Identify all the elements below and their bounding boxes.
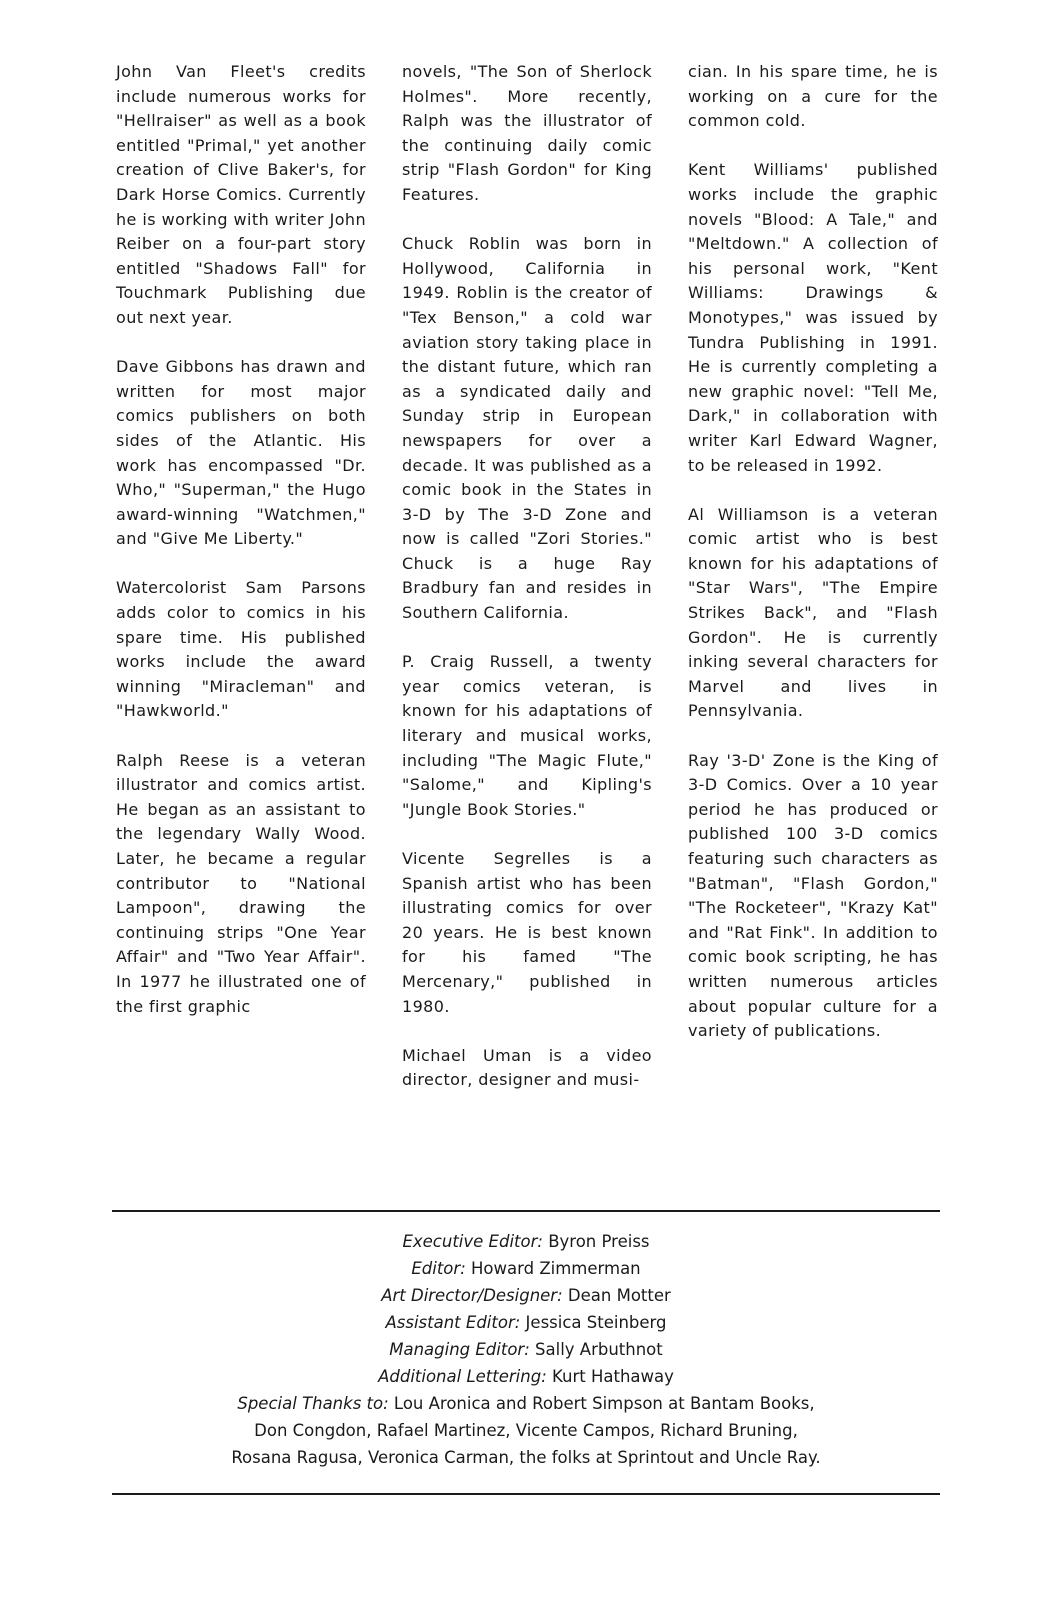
credit-role: Executive Editor: (402, 1232, 543, 1251)
bio-kent-williams: Kent Williams' published works include the graphic novels "Blood: A Tale," and "Meltdown." A collection of his personal work, "Kent Williams: Drawings & Monotypes," was issued by Tundra Publishing in 1991. He is currently completing a new graphic novel: "Tell Me, Dark," in collaboration with writer Karl Edward Wagner, to be released in 1992. (688, 160, 938, 475)
credit-name: Sally Arbuthnot (535, 1340, 663, 1359)
credit-role: Managing Editor: (389, 1340, 530, 1359)
bio-p-craig-russell: P. Craig Russell, a twenty year comics veteran, is known for his adaptations of literary and musical works, including "The Magic Flute," "Salome," and Kipling's "Jungle Book Stories." (402, 652, 652, 819)
credit-role: Art Director/Designer: (381, 1286, 563, 1305)
credit-line (112, 1363, 940, 1390)
bio-ralph-reese: Ralph Reese is a veteran illustrator and comics artist. He began as an assistant to the legendary Wally Wood. Later, he became a regular contributor to "National Lampoon", drawing the continuing strips "One Year Affair" and "Two Year Affair". In 1977 he illustrated one of the first graphic (116, 750, 366, 1016)
bio-sam-parsons: Watercolorist Sam Parsons adds color to comics in his spare time. His published works include the award winning "Miracleman" and "Hawkworld." (116, 578, 366, 721)
bio-column-3 (688, 60, 938, 1068)
credit-name: Lou Aronica and Robert Simpson at Bantam Books, (393, 1394, 815, 1413)
credit-line (112, 1282, 940, 1309)
bio-ralph-reese-cont: novels, "The Son of Sherlock Holmes". More recently, Ralph was the illustrator of the continuing daily comic strip "Flash Gordon" for King Features. (402, 62, 652, 204)
credit-role: Additional Lettering: (378, 1367, 547, 1386)
credit-name: Jessica Steinberg (525, 1313, 667, 1332)
credit-role: Special Thanks to: (237, 1394, 389, 1413)
credit-line (112, 1228, 940, 1255)
credit-role: Assistant Editor: (385, 1313, 521, 1332)
bio-vicente-segrelles: Vicente Segrelles is a Spanish artist who has been illustrating comics for over 20 years. He is best known for his famed "The Mercenary," published in 1980. (402, 849, 652, 1016)
credit-line (112, 1255, 940, 1282)
thanks-line: Don Congdon, Rafael Martinez, Vicente Campos, Richard Bruning, (254, 1421, 798, 1440)
bio-chuck-roblin: Chuck Roblin was born in Hollywood, California in 1949. Roblin is the creator of "Tex Benson," a cold war aviation story taking place in the distant future, which ran as a syndicated daily and Sunday strip in European newspapers for over a decade. It was published as a comic book in the States in 3-D by The 3-D Zone and now is called "Zori Stories." Chuck is a huge Ray Bradbury fan and resides in Southern California. (402, 234, 652, 623)
credit-name: Dean Motter (567, 1286, 671, 1305)
credit-name: Byron Preiss (548, 1232, 650, 1251)
bio-column-1 (116, 60, 366, 1044)
credit-line (112, 1336, 940, 1363)
bio-michael-uman-cont: cian. In his spare time, he is working on a cure for the common cold. (688, 62, 938, 131)
bio-john-van-fleet: John Van Fleet's credits include numerous works for "Hellraiser" as well as a book entitled "Primal," yet another creation of Clive Baker's, for Dark Horse Comics. Currently he is working with writer John Reiber on a four-part story entitled "Shadows Fall" for Touchmark Publishing due out next year. (116, 62, 366, 327)
credit-role: Editor: (411, 1259, 466, 1278)
bio-michael-uman: Michael Uman is a video director, designer and musi- (402, 1045, 652, 1090)
bio-al-williamson: Al Williamson is a veteran comic artist who is best known for his adaptations of "Star Wars", "The Empire Strikes Back", and "Flash Gordon". He is currently inking several characters for Marvel and lives in Pennsylvania. (688, 504, 938, 721)
bio-dave-gibbons: Dave Gibbons has drawn and written for most major comics publishers on both sides of the Atlantic. His work has encompassed "Dr. Who," "Superman," the Hugo award-winning "Watchmen," and "Give Me Liberty." (116, 357, 366, 549)
credit-line (112, 1309, 940, 1336)
credit-line (112, 1390, 940, 1417)
divider-top (112, 1210, 940, 1212)
divider-bottom (112, 1493, 940, 1495)
staff-credits (112, 1228, 940, 1471)
credit-name: Kurt Hathaway (552, 1367, 674, 1386)
bio-column-2 (402, 60, 652, 1118)
credit-name: Howard Zimmerman (471, 1259, 641, 1278)
thanks-line: Rosana Ragusa, Veronica Carman, the folks at Sprintout and Uncle Ray. (231, 1448, 821, 1467)
bio-ray-zone: Ray '3-D' Zone is the King of 3-D Comics. Over a 10 year period he has produced or published 100 3-D comics featuring such characters as "Batman", "Flash Gordon," "The Rocketeer", "Krazy Kat" and "Rat Fink". In addition to comic book scripting, he has written numerous articles about popular culture for a variety of publications. (688, 750, 938, 1041)
bio-columns (116, 60, 938, 1090)
